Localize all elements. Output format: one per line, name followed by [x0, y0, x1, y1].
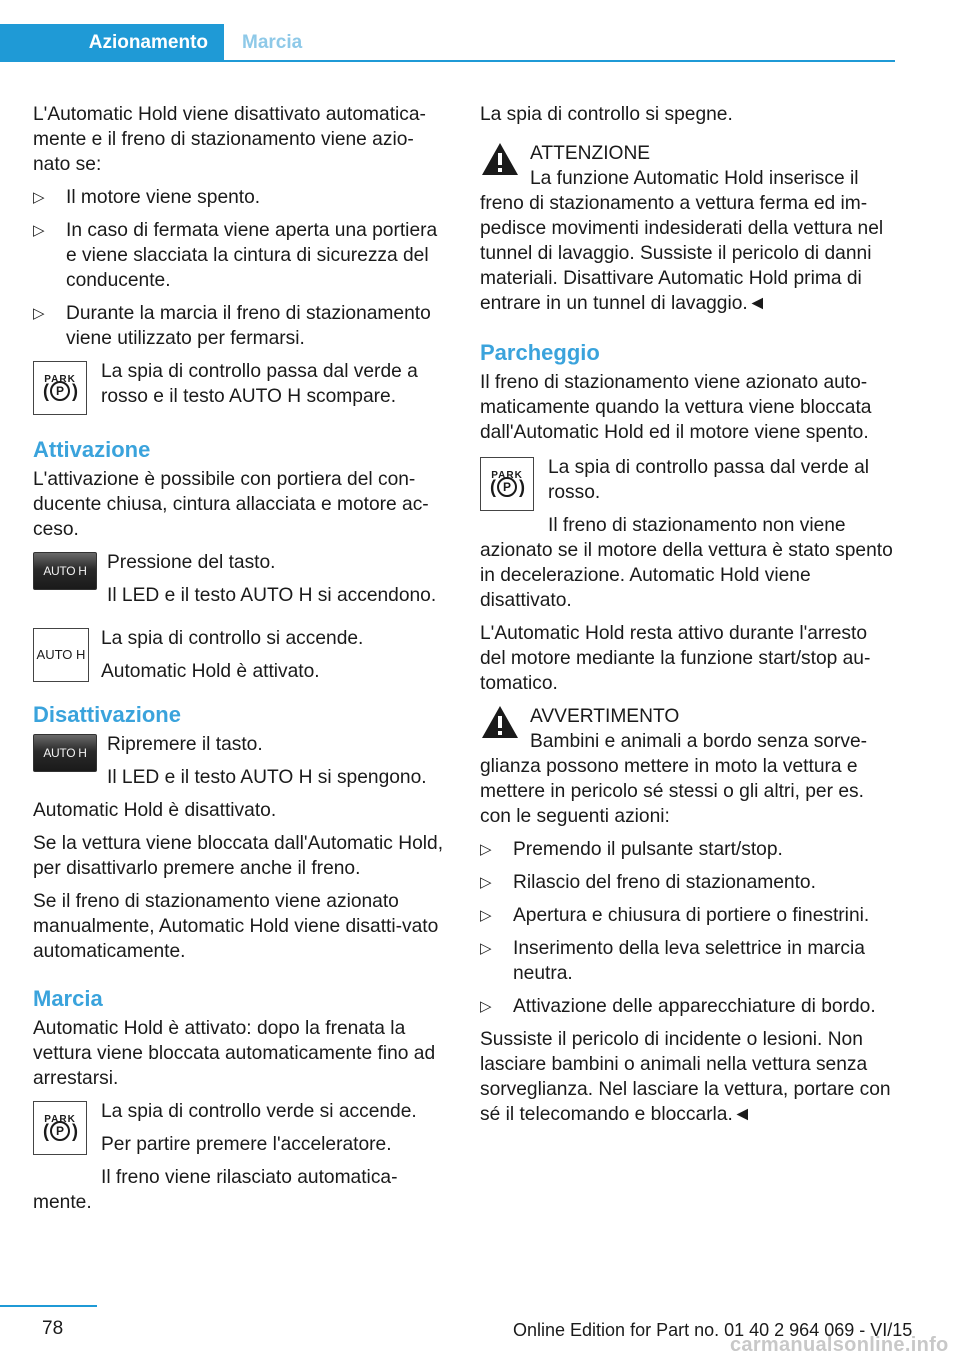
page-header: [0, 0, 960, 62]
closing-paragraph: Sussiste il pericolo di incidente o lesioni. Non lasciare bambini o animali nella vettura senza sorveglianza. Nel lasciare la vettura, portare con sé il telecomando e bloccarla.◄: [480, 1029, 891, 1125]
auto-h-lamp-on: [33, 626, 448, 684]
left-column: [33, 102, 448, 1223]
startstop-paragraph: L'Automatic Hold resta attivo durante l'arresto del motore mediante la funzione start/stop au-tomatico.: [480, 623, 871, 694]
list-item: ▷ Apertura e chiusura di portiere o finestrini.: [480, 905, 870, 926]
warning-body: Bambini e animali a bordo senza sorve-glianza possono mettere in moto la vettura e mettere in pericolo sé stessi o gli altri, per es. con le seguenti azioni:: [480, 731, 868, 827]
bullet-triangle-icon: ▷: [480, 940, 492, 957]
park-green-note: [33, 1099, 448, 1190]
edition-line: Online Edition for Part no. 01 40 2 964 069 - VI/15: [513, 1320, 913, 1340]
not-applied-text-cont: azionato se il motore della vettura è stato spento in decelerazione. Automatic Hold viene disattivato.: [480, 540, 893, 611]
repress-text: Ripremere il tasto.: [107, 734, 263, 755]
tab-marcia[interactable]: Marcia: [242, 32, 303, 53]
hold-active-text: Automatic Hold è attivato.: [101, 661, 320, 682]
bullet-triangle-icon: ▷: [480, 874, 492, 891]
released-text: Il freno viene rilasciato automatica-: [101, 1167, 398, 1188]
warning-triangle-icon: [480, 141, 520, 177]
bullet-triangle-icon: ▷: [33, 189, 45, 206]
intro-paragraph: L'Automatic Hold viene disattivato automatica-mente e il freno di stazionamento viene azio-nato se:: [33, 104, 426, 175]
park-red-note: [480, 455, 895, 538]
warning-body: La funzione Automatic Hold inserisce il freno di stazionamento a vettura ferma ed im-pedisce movimenti indesiderati della vettura nel tunnel di lavaggio. Sussiste il pericolo di danni materiali. Disattivare Automatic Hold prima di entrare in un tunnel di lavaggio.◄: [480, 168, 884, 314]
list-item: ▷ Rilascio del freno di stazionamento.: [480, 872, 816, 893]
led-on-text: Il LED e il testo AUTO H si accendono.: [107, 585, 437, 606]
warning-title: ATTENZIONE: [530, 143, 651, 164]
lamp-off-text: La spia di controllo si spegne.: [480, 104, 733, 125]
lamp-on-text: La spia di controllo si accende.: [101, 628, 364, 649]
park-brake-icon: PARK ( P ): [33, 1101, 87, 1155]
auto-h-button-icon: AUTO H: [33, 552, 97, 590]
warning-block-attenzione: [480, 141, 895, 316]
warning-block-avvertimento: [480, 704, 895, 829]
auto-h-button-icon: AUTO H: [33, 734, 97, 772]
watermark: carmanualsonline.info: [730, 1334, 949, 1356]
park-indicator-note: [33, 359, 448, 415]
deactivation-conditions-list: [33, 185, 448, 351]
heading-disattivazione: Disattivazione: [33, 702, 181, 727]
auto-h-button-repress: [33, 732, 448, 790]
released-text-cont: mente.: [33, 1192, 92, 1213]
accelerator-text: Per partire premere l'acceleratore.: [101, 1134, 392, 1155]
header-divider: [0, 60, 895, 62]
list-item: ▷ Premendo il pulsante start/stop.: [480, 839, 783, 860]
heading-parcheggio: Parcheggio: [480, 340, 600, 365]
led-off-text: Il LED e il testo AUTO H si spengono.: [107, 767, 427, 788]
locked-paragraph: Se la vettura viene bloccata dall'Automatic Hold, per disattivarlo premere anche il freno.: [33, 833, 444, 879]
manual-paragraph: Se il freno di stazionamento viene azionato manualmente, Automatic Hold viene disatti-vato automaticamente.: [33, 891, 439, 962]
park-brake-icon: PARK ( P ): [480, 457, 534, 511]
list-item: ▷ Attivazione delle apparecchiature di bordo.: [480, 996, 876, 1017]
risk-actions-list: [480, 837, 895, 1019]
park-brake-icon: PARK ( P ): [33, 361, 87, 415]
heading-marcia: Marcia: [33, 986, 103, 1011]
footer-divider: [0, 1305, 97, 1307]
tab-azionamento[interactable]: Azionamento: [0, 24, 224, 62]
heading-attivazione: Attivazione: [33, 437, 151, 462]
list-item: ▷ Durante la marcia il freno di stazionamento viene utilizzato per fermarsi.: [33, 303, 431, 349]
park-note2-text: La spia di controllo passa dal verde al rosso.: [548, 457, 870, 503]
park-note-text: La spia di controllo passa dal verde a rosso e il testo AUTO H scompare.: [101, 361, 418, 407]
right-column: [480, 102, 895, 1135]
warning-title: AVVERTIMENTO: [530, 706, 680, 727]
bullet-triangle-icon: ▷: [33, 305, 45, 322]
not-applied-text: Il freno di stazionamento non viene: [548, 515, 846, 536]
hold-off-text: Automatic Hold è disattivato.: [33, 800, 277, 821]
warning-triangle-icon: [480, 704, 520, 740]
attivazione-paragraph: L'attivazione è possibile con portiera del con-ducente chiusa, cintura allacciata e motore ac-ceso.: [33, 469, 429, 540]
list-item: ▷ Inserimento della leva selettrice in marcia neutra.: [480, 938, 865, 984]
parcheggio-paragraph: Il freno di stazionamento viene azionato auto-maticamente quando la vettura viene bloccata dall'Automatic Hold ed il motore viene spento.: [480, 372, 872, 443]
bullet-triangle-icon: ▷: [480, 841, 492, 858]
press-text: Pressione del tasto.: [107, 552, 276, 573]
list-item: ▷ Il motore viene spento.: [33, 187, 261, 208]
page-number: 78: [42, 1318, 64, 1339]
green-on-text: La spia di controllo verde si accende.: [101, 1101, 417, 1122]
marcia-paragraph: Automatic Hold è attivato: dopo la frenata la vettura viene bloccata automaticamente fino ad arrestarsi.: [33, 1018, 436, 1089]
auto-h-lamp-icon: AUTO H: [33, 628, 89, 682]
auto-h-button-press: [33, 550, 448, 614]
bullet-triangle-icon: ▷: [480, 907, 492, 924]
bullet-triangle-icon: ▷: [480, 998, 492, 1015]
bullet-triangle-icon: ▷: [33, 222, 45, 239]
list-item: ▷ In caso di fermata viene aperta una portiera e viene slacciata la cintura di sicurezza del conducente.: [33, 220, 438, 291]
